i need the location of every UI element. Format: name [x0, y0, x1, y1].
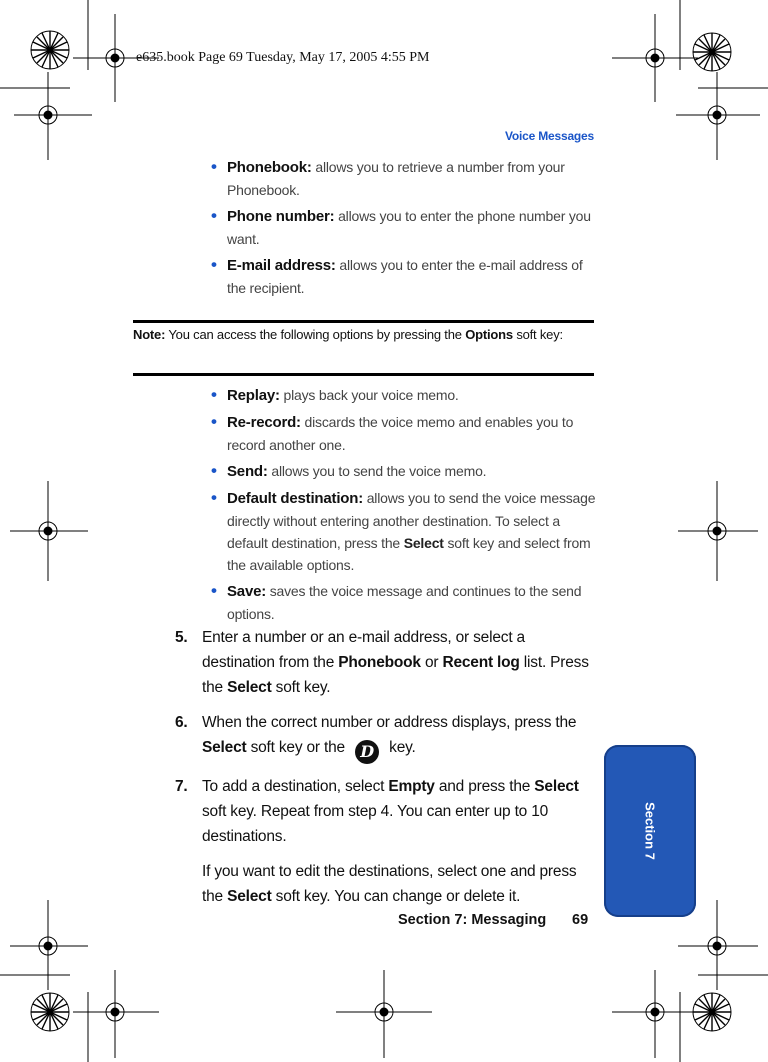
bullet-icon: • [211, 581, 217, 600]
starburst-br [693, 993, 731, 1031]
bullet-icon: • [211, 412, 217, 431]
item-term: Replay: [227, 387, 280, 404]
note-rule-top [133, 320, 594, 323]
item-text: discards the voice memo and enables you to record another one. [227, 414, 574, 453]
item-term: E-mail address: [227, 257, 336, 274]
item-text: allows you to send the voice memo. [267, 463, 487, 479]
item-text: allows you to enter the phone number you want. [227, 208, 591, 247]
step-number: 7. [175, 778, 188, 795]
step-7 [175, 774, 595, 849]
note-text: You can access the following options by pressing the [165, 327, 466, 342]
item-term: Phonebook: [227, 159, 312, 176]
item-text: allows you to enter the e-mail address of the recipient. [227, 257, 583, 296]
page-number: 69 [572, 912, 589, 928]
item-text: plays back your voice memo. [279, 387, 459, 403]
step-text: soft key. [271, 679, 331, 696]
list-item [200, 205, 598, 250]
step-keyword: Select [202, 739, 247, 756]
item-text: saves the voice message and continues to the send options. [227, 583, 582, 622]
list-item [200, 411, 598, 456]
step-text: If you want to edit the destinations, select one and press the [202, 863, 577, 905]
pdf-header: e635.book Page 69 Tuesday, May 17, 2005 4:55 PM [136, 50, 430, 65]
step-keyword: Select [227, 679, 272, 696]
list-item [200, 487, 598, 576]
step-text: or [420, 654, 443, 671]
list-item [200, 460, 598, 483]
bullet-icon: • [211, 157, 217, 176]
step-text: Enter a number or an e-mail address, or select a destination from the [202, 629, 525, 671]
list-item [200, 384, 598, 407]
step-text: key. [385, 739, 416, 756]
section-tab [604, 745, 696, 917]
list-item [200, 156, 598, 201]
ok-key-icon: D [355, 740, 379, 764]
step-5 [175, 625, 595, 700]
item-term: Send: [227, 463, 268, 480]
item-term: Save: [227, 583, 267, 600]
note-keyword: Options [465, 327, 513, 342]
step-number: 6. [175, 714, 188, 731]
note [133, 327, 591, 343]
item-keyword: Select [403, 535, 444, 551]
item-text: allows you to retrieve a number from your Phonebook. [227, 159, 565, 198]
bullet-icon: • [211, 255, 217, 274]
step-keyword: Empty [388, 778, 435, 795]
bullet-icon: • [211, 461, 217, 480]
step-keyword: Phonebook [338, 654, 421, 671]
step-6 [175, 710, 595, 764]
item-term: Default destination: [227, 490, 364, 507]
step-number: 5. [175, 629, 188, 646]
step-text: soft key. Repeat from step 4. You can enter up to 10 destinations. [202, 803, 549, 845]
step-keyword: Recent log [442, 654, 520, 671]
step-keyword: Select [534, 778, 579, 795]
step-text: and press the [434, 778, 535, 795]
note-text-end: soft key: [512, 327, 563, 342]
starburst-tl [31, 31, 69, 69]
item-term: Re-record: [227, 414, 301, 431]
item-term: Phone number: [227, 208, 335, 225]
list-item [200, 580, 598, 625]
footer-section-title: Section 7: Messaging [398, 912, 547, 928]
list-item [200, 254, 598, 299]
step-text: When the correct number or address displays, press the [202, 714, 577, 731]
item-text: allows you to send the voice message directly without entering another destination. To select a default destination, press the [227, 490, 596, 551]
note-label: Note: [133, 327, 166, 342]
section-tab-label: Section 7 [642, 802, 658, 860]
running-header: Voice Messages [504, 129, 594, 143]
step-text: list. Press the [202, 654, 589, 696]
starburst-bl [31, 993, 69, 1031]
step-keyword: Select [227, 888, 272, 905]
step-text: soft key. You can change or delete it. [271, 888, 521, 905]
item-text-end: soft key and select from the available options. [227, 535, 591, 573]
step-7-followup [175, 859, 595, 909]
bullet-icon: • [211, 385, 217, 404]
step-text: soft key or the [246, 739, 350, 756]
bullet-icon: • [211, 488, 217, 507]
step-text: To add a destination, select [202, 778, 389, 795]
bullet-icon: • [211, 206, 217, 225]
voice-options-list [200, 384, 598, 629]
starburst-tr [693, 33, 731, 71]
steps-list [175, 625, 595, 909]
note-rule-bottom [133, 373, 594, 376]
destination-options-list [200, 156, 598, 303]
